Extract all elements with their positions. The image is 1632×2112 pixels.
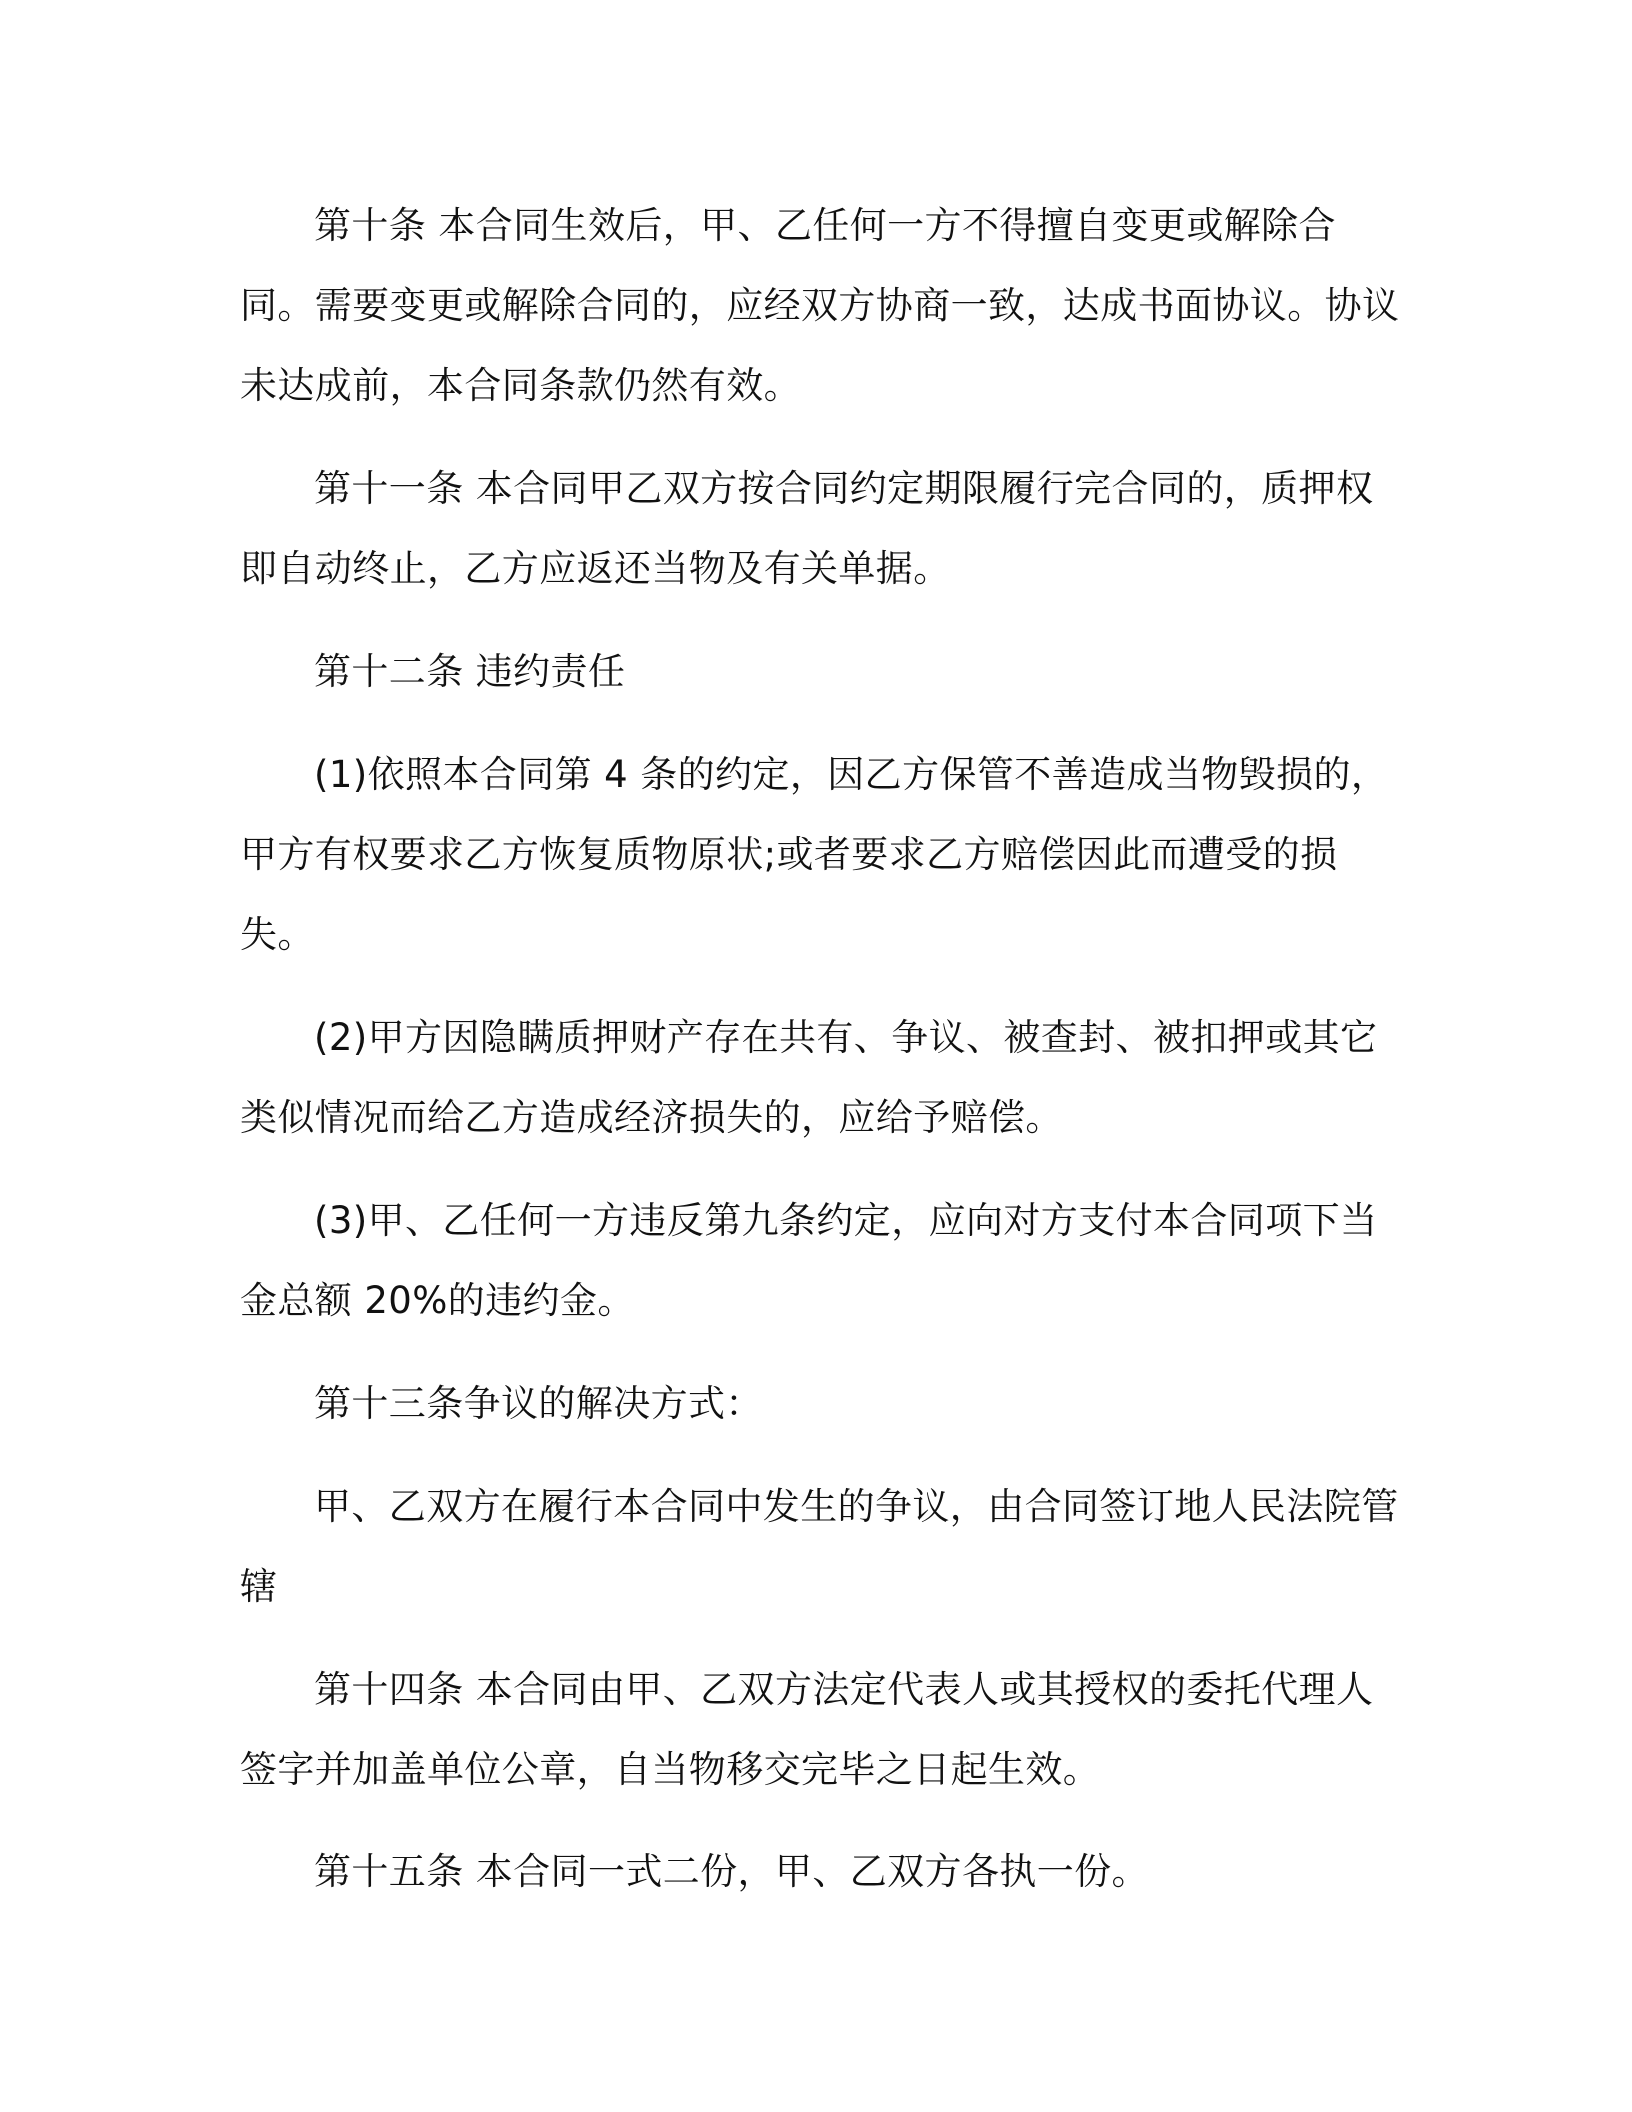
article-14: 第十四条 本合同由甲、乙双方法定代表人或其授权的委托代理人签字并加盖单位公章，自当物移交完毕之日起生效。 <box>240 1668 1374 1791</box>
article-13-heading: 第十三条争议的解决方式： <box>314 1382 763 1425</box>
contract-page <box>240 186 1400 1912</box>
article-12-item-1: (1)依照本合同第 4 条的约定，因乙方保管不善造成当物毁损的，甲方有权要求乙方恢复质物原状;或者要求乙方赔偿因此而遭受的损失。 <box>240 753 1389 956</box>
article-15: 第十五条 本合同一式二份，甲、乙双方各执一份。 <box>314 1850 1149 1893</box>
article-12-item-3: (3)甲、乙任何一方违反第九条约定，应向对方支付本合同项下当金总额 20%的违约金。 <box>240 1199 1378 1322</box>
article-10: 第十条 本合同生效后，甲、乙任何一方不得擅自变更或解除合同。需要变更或解除合同的，应经双方协商一致，达成书面协议。协议未达成前，本合同条款仍然有效。 <box>240 204 1400 407</box>
article-12-heading: 第十二条 违约责任 <box>314 650 626 693</box>
article-11: 第十一条 本合同甲乙双方按合同约定期限履行完合同的，质押权即自动终止，乙方应返还当物及有关单据。 <box>240 467 1374 590</box>
article-13-body: 甲、乙双方在履行本合同中发生的争议，由合同签订地人民法院管辖 <box>240 1485 1399 1608</box>
article-12-item-2: (2)甲方因隐瞒质押财产存在共有、争议、被查封、被扣押或其它类似情况而给乙方造成经济损失的，应给予赔偿。 <box>240 1016 1378 1139</box>
